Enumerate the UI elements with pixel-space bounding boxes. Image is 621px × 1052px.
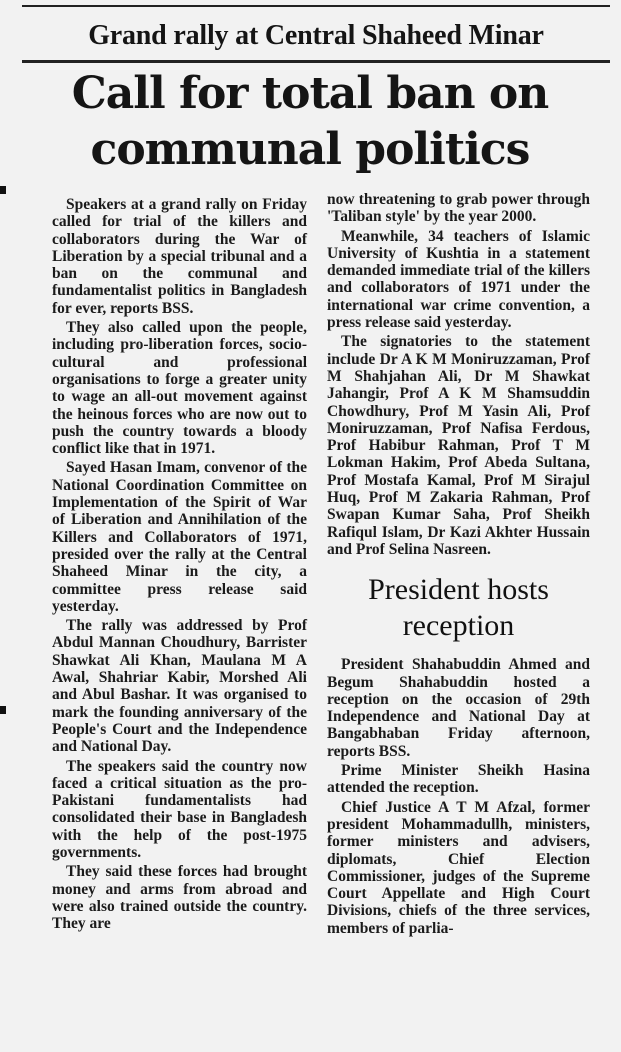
second-headline-line-1: President hosts <box>368 573 549 607</box>
article-paragraph: The signatories to the statement include Dr A K M Moniruzzaman, Prof M Shahjahan Ali, Dr M Shawkat Jahangir, Prof A K M Shamsuddin Chowdhury, Prof M Yasin Ali, Prof Moniruzzaman, Prof Nafisa Ferdous, Prof Habibur Rahman, Prof T M Lokman Hakim, Prof Abeda Sultana, Prof Mostafa Kamal, Prof M Sirajul Huq, Prof M Zakaria Rahman, Prof Swapan Kumar Saha, Prof Sheikh Rafiqul Islam, Dr Kazi Akhter Hussain and Prof Selina Nasreen. <box>327 333 590 558</box>
margin-mark <box>0 706 6 714</box>
article-paragraph: They also called upon the people, including pro-liberation forces, socio-cultural and professional organisations to forge a greater unity to wage an all-out movement against the heinous forces who are now out to push the country towards a bloody conflict like that in 1971. <box>52 319 307 458</box>
right-column <box>327 191 590 939</box>
top-rule <box>22 5 610 7</box>
main-headline <box>10 66 610 178</box>
article-paragraph: The rally was addressed by Prof Abdul Mannan Choudhury, Barrister Shawkat Ali Khan, Maulana M A Awal, Shahriar Kabir, Morshed Ali and Abul Bashar. It was organised to mark the founding anniversary of the People's Court and the Independence and National Day. <box>52 617 307 756</box>
main-headline-line-1: Call for total ban on <box>71 68 549 119</box>
article-paragraph: Prime Minister Sheikh Hasina attended the reception. <box>327 762 590 797</box>
left-column <box>52 196 307 934</box>
article-paragraph: They said these forces had brought money and arms from abroad and were also trained outside the country. They are <box>52 863 307 933</box>
article-continuation: now threatening to grab power through 'Taliban style' by the year 2000. <box>327 191 590 226</box>
kicker-rule <box>22 60 610 63</box>
second-headline-line-2: reception <box>402 609 515 643</box>
kicker-headline: Grand rally at Central Shaheed Minar <box>88 20 544 51</box>
article-paragraph: President Shahabuddin Ahmed and Begum Shahabuddin hosted a reception on the occasion of 29th Independence and National Day at Bangabhaban Friday afternoon, reports BSS. <box>327 656 590 760</box>
margin-mark <box>0 186 6 194</box>
article-paragraph: Chief Justice A T M Afzal, former president Mohammadullh, ministers, former ministers and advisers, diplomats, Chief Election Commissioner, judges of the Supreme Court Appellate and High Court Divisions, chiefs of the three services, members of parlia- <box>327 798 590 937</box>
article-paragraph: The speakers said the country now faced a critical situation as the pro-Pakistani fundamentalists had consolidated their base in Bangladesh with the help of the post-1975 governments. <box>52 757 307 861</box>
main-headline-line-2: communal politics <box>90 124 530 175</box>
article-paragraph: Sayed Hasan Imam, convenor of the National Coordination Committee on Implementation of the Spirit of War of Liberation and Annihilation of the Killers and Collaborators of 1971, presided over the rally at the Central Shaheed Minar in the city, a committee press release said yesterday. <box>52 459 307 615</box>
article-paragraph: Speakers at a grand rally on Friday called for trial of the killers and collaborators during the War of Liberation by a special tribunal and a ban on the communal and fundamentalist politics in Bangladesh for ever, reports BSS. <box>52 196 307 317</box>
second-headline <box>327 572 590 644</box>
article-paragraph: Meanwhile, 34 teachers of Islamic University of Kushtia in a statement demanded immediate trial of the killers and collaborators of 1971 under the international war crime convention, a press release said yesterday. <box>327 227 590 332</box>
